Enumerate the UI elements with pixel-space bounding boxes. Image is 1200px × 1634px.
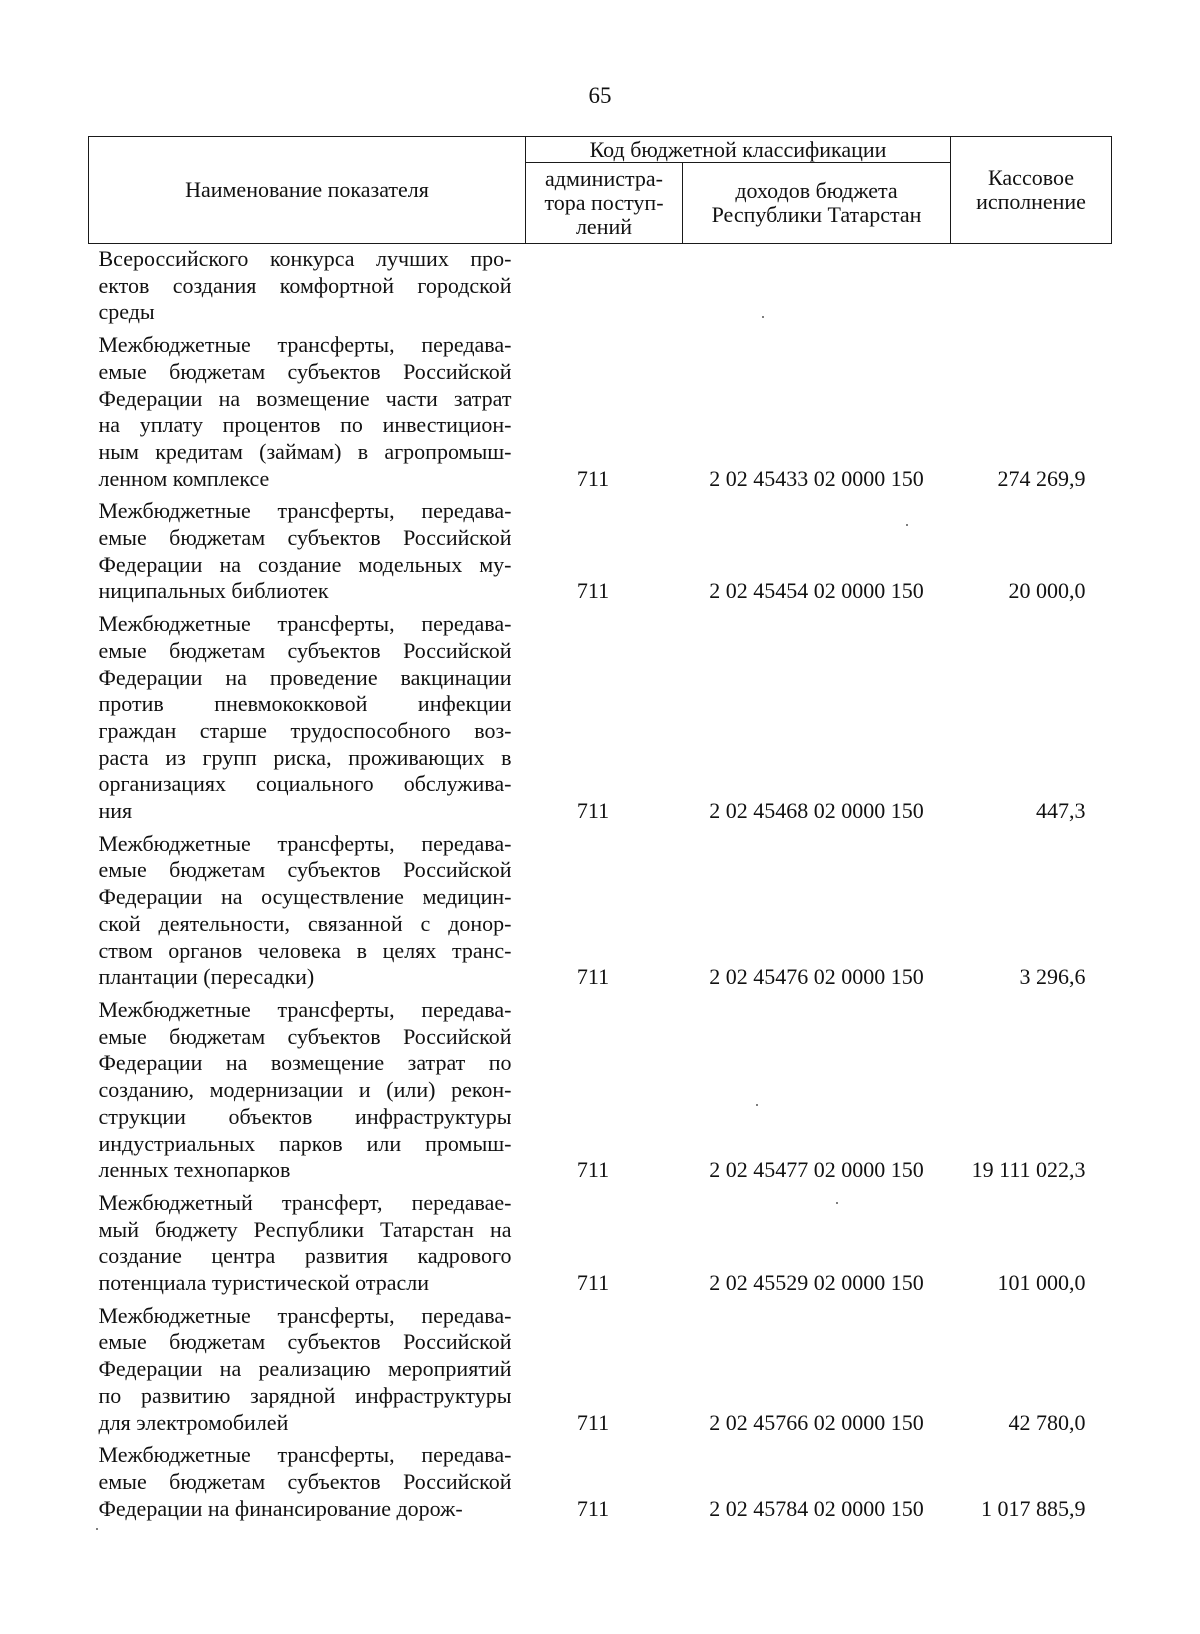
indicator-name-line: потенциала туристической отрасли [98,1270,429,1296]
table-row [89,995,1112,1188]
indicator-name-line: по развитию зарядной инфраструктуры [98,1382,512,1408]
revenue-code-cell: 2 02 45454 02 0000 150 [709,578,924,604]
indicator-name-line: Федерации на создание модельных му- [98,551,512,577]
indicator-name-cell [89,829,526,995]
indicator-name-line: емые бюджетам субъектов Российской [98,1468,512,1494]
indicator-name-line: организациях социального обслужива- [98,771,512,797]
cash-execution-cell: 274 269,9 [997,465,1086,491]
indicator-name-line: Межбюджетные трансферты, передава- [98,996,512,1022]
indicator-name-cell [89,330,526,496]
revenue-code-cell: 2 02 45477 02 0000 150 [709,1157,924,1183]
indicator-name-line: раста из групп риска, проживающих в [98,744,512,770]
revenue-code-cell [683,244,951,331]
admin-code-cell: 711 [576,465,610,491]
indicator-name-line: емые бюджетам субъектов Российской [98,358,512,384]
indicator-name-line: емые бюджетам субъектов Российской [98,857,512,883]
cash-execution-cell: 1 017 885,9 [981,1495,1086,1521]
table-body [89,244,1112,1527]
table-row [89,244,1112,331]
indicator-name-line: Межбюджетный трансферт, передавае- [98,1189,512,1215]
indicator-name-line: Федерации на проведение вакцинации [98,664,512,690]
indicator-name-line: против пневмококковой инфекции [98,691,512,717]
indicator-name-line: емые бюджетам субъектов Российской [98,1023,512,1049]
revenue-code-cell: 2 02 45784 02 0000 150 [709,1495,924,1521]
indicator-name-line: Межбюджетные трансферты, передава- [98,332,512,358]
admin-code-cell: 711 [576,1270,610,1296]
header-code-line: Республики Татарстан [711,202,922,227]
indicator-name-line: Межбюджетные трансферты, передава- [98,1302,512,1328]
indicator-name-line: индустриальных парков или промыш- [98,1130,512,1156]
revenue-code-cell: 2 02 45476 02 0000 150 [709,964,924,990]
table-row [89,609,1112,829]
admin-code-cell: 711 [576,798,610,824]
admin-code-cell: 711 [576,1495,610,1521]
indicator-name-line: плантации (пересадки) [98,964,315,990]
indicator-name-line: созданию, модернизации и (или) рекон- [98,1077,512,1103]
indicator-name-line: Межбюджетные трансферты, передава- [98,611,512,637]
revenue-code-cell: 2 02 45529 02 0000 150 [709,1270,924,1296]
indicator-name-cell [89,1440,526,1526]
indicator-name-line: Федерации на возмещение части затрат [98,385,512,411]
indicator-name-cell [89,1188,526,1301]
header-name: Наименование показателя [89,137,526,244]
table-row [89,1440,1112,1526]
header-classification-group: Код бюджетной классификации [526,137,951,163]
admin-code-cell: 711 [576,1409,610,1435]
cash-execution-cell: 3 296,6 [1019,964,1086,990]
table-row [89,496,1112,609]
indicator-name-line: для электромобилей [98,1409,289,1435]
table-row [89,829,1112,995]
indicator-name-line: среды [98,299,155,325]
header-admin-line: лений [575,214,633,239]
scan-speck [96,1528,98,1530]
indicator-name-cell [89,609,526,829]
indicator-name-line: емые бюджетам субъектов Российской [98,525,512,551]
indicator-name-line: ленном комплексе [98,465,270,491]
indicator-name-line: на уплату процентов по инвестицион- [98,412,512,438]
indicator-name-line: Федерации на осуществление медицин- [98,884,512,910]
scan-speck [762,316,764,318]
indicator-name-line: граждан старше трудоспособного воз- [98,717,512,743]
indicator-name-line: ния [98,798,133,824]
indicator-name-cell [89,496,526,609]
revenue-code-cell: 2 02 45468 02 0000 150 [709,798,924,824]
scan-speck [756,1104,758,1106]
cash-execution-cell: 20 000,0 [1008,578,1086,604]
indicator-name-line: Федерации на реализацию мероприятий [98,1356,512,1382]
header-sum-line: исполнение [976,189,1086,214]
indicator-name-line: ным кредитам (займам) в агропромыш- [98,438,512,464]
header-sum-line: Кассовое [988,165,1074,190]
indicator-name-line: Федерации на финансирование дорож- [98,1495,463,1521]
admin-code-cell: 711 [576,578,610,604]
indicator-name-cell [89,244,526,331]
revenue-code-cell: 2 02 45766 02 0000 150 [709,1409,924,1435]
indicator-name-line: ством органов человека в целях транс- [98,937,512,963]
indicator-name-line: Межбюджетные трансферты, передава- [98,830,512,856]
indicator-name-line: Межбюджетные трансферты, передава- [98,498,512,524]
cash-execution-cell [951,244,1112,331]
table-row [89,1301,1112,1441]
table-header [89,137,1112,244]
table-row [89,330,1112,496]
budget-table [88,136,1112,1526]
cash-execution-cell: 101 000,0 [997,1270,1086,1296]
indicator-name-cell [89,995,526,1188]
indicator-name-line: емые бюджетам субъектов Российской [98,1329,512,1355]
cash-execution-cell: 447,3 [1036,798,1086,824]
admin-code-cell: 711 [576,1157,610,1183]
indicator-name-line: струкции объектов инфраструктуры [98,1103,512,1129]
indicator-name-line: ниципальных библиотек [98,578,329,604]
page-number: 65 [588,83,612,108]
scan-speck [836,1202,838,1204]
indicator-name-line: Федерации на возмещение затрат по [98,1050,512,1076]
indicator-name-line: создание центра развития кадрового [98,1243,512,1269]
indicator-name-line: мый бюджету Республики Татарстан на [98,1216,512,1242]
scan-speck [906,524,908,526]
indicator-name-line: ской деятельности, связанной с донор- [98,910,512,936]
header-cash-execution [951,137,1112,244]
indicator-name-line: емые бюджетам субъектов Российской [98,637,512,663]
admin-code-cell [526,244,683,331]
header-admin-line: тора поступ- [544,190,664,215]
header-revenue-code [683,163,951,244]
header-admin-line: администра- [545,166,663,191]
admin-code-cell: 711 [576,964,610,990]
indicator-name-line: Всероссийского конкурса лучших про- [98,246,512,271]
indicator-name-line: ектов создания комфортной городской [98,272,512,298]
table-row [89,1188,1112,1301]
indicator-name-line: Межбюджетные трансферты, передава- [98,1442,512,1468]
revenue-code-cell: 2 02 45433 02 0000 150 [709,465,924,491]
header-admin [526,163,683,244]
indicator-name-cell [89,1301,526,1441]
cash-execution-cell: 42 780,0 [1008,1409,1086,1435]
header-code-line: доходов бюджета [735,178,898,203]
indicator-name-line: ленных технопарков [98,1157,291,1183]
cash-execution-cell: 19 111 022,3 [971,1157,1086,1183]
